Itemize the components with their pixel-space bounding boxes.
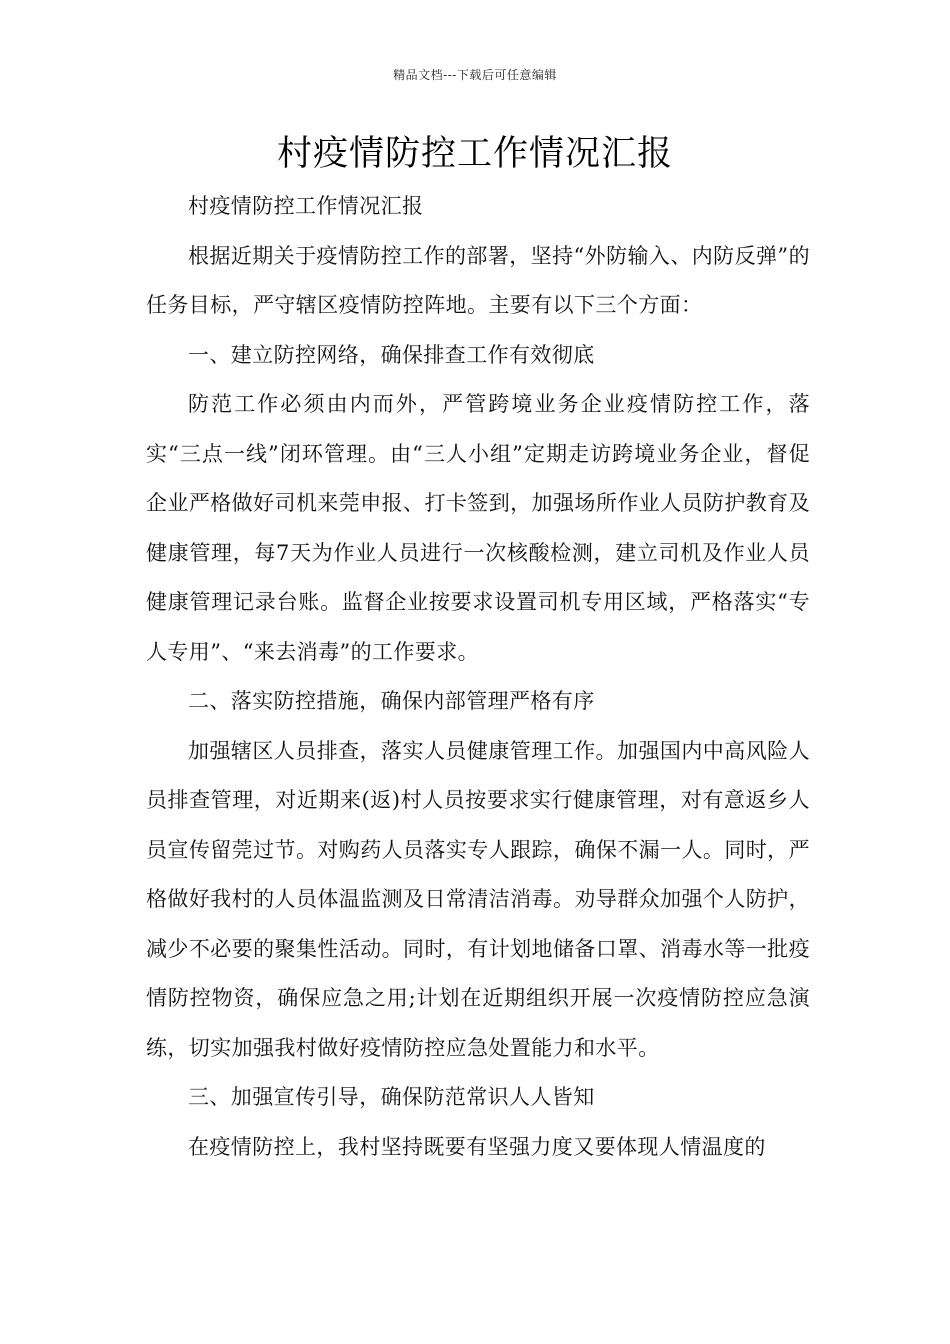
section-heading-1: 一、建立防控网络，确保排查工作有效彻底 — [188, 342, 595, 367]
document-body — [146, 182, 810, 1172]
document-title: 村疫情防控工作情况汇报 — [276, 134, 673, 174]
section-paragraph-2: 加强辖区人员排查，落实人员健康管理工作。加强国内中高风险人员排查管理，对近期来(返)村人员按要求实行健康管理，对有意返乡人员宣传留莞过节。对购药人员落实专人跟踪，确保不漏一人。同时，严格做好我村的人员体温监测及日常清洁消毒。劝导群众加强个人防护，减少不必要的聚集性活动。同时，有计划地储备口罩、消毒水等一批疫情防控物资，确保应急之用;计划在近期组织开展一次疫情防控应急演练，切实加强我村做好疫情防控应急处置能力和水平。 — [146, 738, 810, 1060]
section-paragraph-3: 在疫情防控上，我村坚持既要有坚强力度又要体现人情温度的 — [188, 1134, 766, 1159]
intro-paragraph: 根据近期关于疫情防控工作的部署，坚持“外防输入、内防反弹”的任务目标，严守辖区疫情防控阵地。主要有以下三个方面： — [146, 243, 810, 317]
section-paragraph-1: 防范工作必须由内而外，严管跨境业务企业疫情防控工作，落实“三点一线”闭环管理。由“三人小组”定期走访跨境业务企业，督促企业严格做好司机来莞申报、打卡签到，加强场所作业人员防护教育及健康管理，每7天为作业人员进行一次核酸检测，建立司机及作业人员健康管理记录台账。监督企业按要求设置司机专用区域，严格落实“专人专用”、“来去消毒”的工作要求。 — [146, 392, 810, 664]
subtitle-paragraph: 村疫情防控工作情况汇报 — [188, 194, 424, 218]
section-heading-2: 二、落实防控措施，确保内部管理严格有序 — [188, 689, 595, 713]
header-note: 精品文档---下载后可任意编辑 — [393, 68, 557, 82]
section-heading-3: 三、加强宣传引导，确保防范常识人人皆知 — [188, 1085, 595, 1109]
